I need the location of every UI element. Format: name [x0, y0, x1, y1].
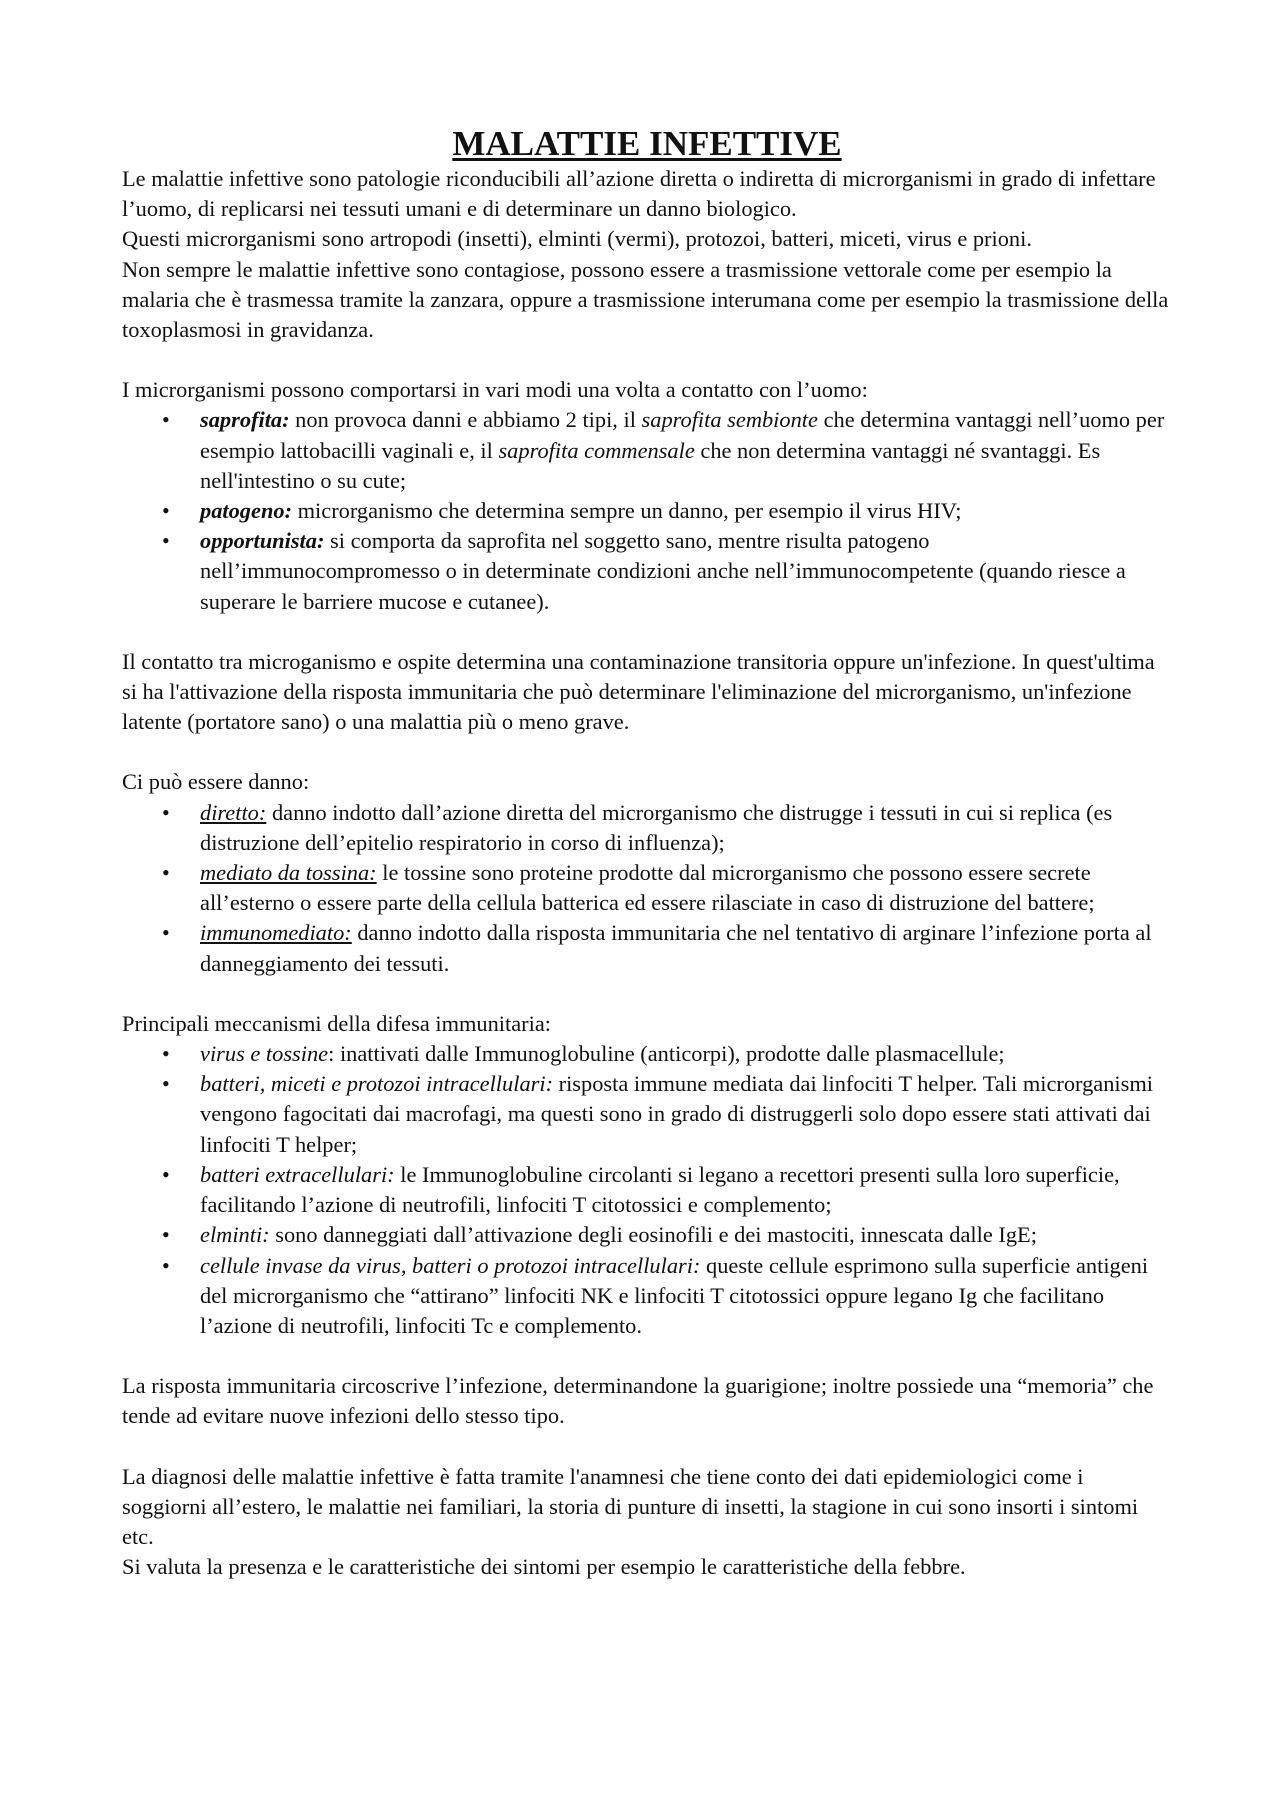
item-text: si comporta da saprofita nel soggetto sano, mentre risulta patogeno nell’immunocompromesso o in determinate condizioni anche nell’immunocompetente (quando riesce a superare le barriere mucose e cutanee). — [200, 528, 1126, 614]
item-text: le tossine sono proteine prodotte dal microrganismo che possono essere secrete all’esterno o essere parte della cellula batterica ed essere rilasciate in caso di distruzione del battere; — [200, 860, 1095, 916]
item-text: : inattivati dalle Immunoglobuline (anticorpi), prodotte dalle plasmacellule; — [328, 1041, 1005, 1067]
damage-lead: Ci può essere danno: — [122, 769, 310, 795]
memory-paragraph: La risposta immunitaria circoscrive l’infezione, determinandone la guarigione; inoltre possiede una “memoria” che tende ad evitare nuove infezioni dello stesso tipo. — [122, 1373, 1154, 1429]
term-cellule-invase: cellule invase da virus, batteri o protozoi intracellulari: — [200, 1252, 701, 1278]
item-text: danno indotto dall’azione diretta del microrganismo che distrugge i tessuti in cui si replica (es distruzione dell’epitelio respiratorio in corso di influenza); — [200, 799, 1113, 855]
list-item-saprofita — [122, 405, 1172, 496]
term-diretto: diretto: — [200, 799, 267, 825]
defense-lead: Principali meccanismi della difesa immunitaria: — [122, 1010, 552, 1036]
list-item-mediato-da-tossina — [122, 858, 1172, 918]
spacer — [122, 1432, 1172, 1462]
diagnosis-paragraph-1: La diagnosi delle malattie infettive è fatta tramite l'anamnesi che tiene conto dei dati epidemiologici come i soggiorni all’estero, le malattie nei familiari, la storia di punture di insetti, la stagione in cui sono insorti i sintomi etc. — [122, 1463, 1139, 1549]
damage-list — [122, 798, 1172, 979]
spacer — [122, 617, 1172, 647]
spacer — [122, 979, 1172, 1009]
item-text: microrganismo che determina sempre un danno, per esempio il virus HIV; — [292, 498, 962, 524]
term-patogeno: patogeno: — [200, 498, 293, 524]
defense-list — [122, 1039, 1172, 1341]
term-immunomediato: immunomediato: — [200, 920, 352, 946]
intro-paragraph-2: Questi microrganismi sono artropodi (insetti), elminti (vermi), protozoi, batteri, miceti, virus e prioni. — [122, 226, 1032, 252]
list-item-batteri-intracellulari — [122, 1069, 1172, 1160]
list-item-virus-e-tossine — [122, 1039, 1172, 1069]
item-text: sono danneggiati dall’attivazione degli eosinofili e dei mastociti, innescata dalle IgE; — [269, 1222, 1037, 1248]
term-saprofita: saprofita: — [200, 407, 290, 433]
diagnosis-paragraph-2: Si valuta la presenza e le caratteristiche dei sintomi per esempio le caratteristiche della febbre. — [122, 1554, 966, 1580]
spacer — [122, 1341, 1172, 1371]
item-text: risposta immune mediata dai linfociti T helper. Tali microrganismi vengono fagocitati dai macrofagi, ma questi sono in grado di distruggerli solo dopo essere stati attivati dai linfociti T helper; — [200, 1071, 1153, 1157]
item-text: danno indotto dalla risposta immunitaria che nel tentativo di arginare l’infezione porta al danneggiamento dei tessuti. — [200, 920, 1152, 976]
list-item-patogeno — [122, 496, 1172, 526]
term-saprofita-commensale: saprofita commensale — [498, 437, 695, 463]
term-virus-e-tossine: virus e tossine — [200, 1041, 329, 1067]
intro-paragraph-3: Non sempre le malattie infettive sono contagiose, possono essere a trasmissione vettorale come per esempio la malaria che è trasmessa tramite la zanzara, oppure a trasmissione interumana come per esempio la trasmissione della toxoplasmosi in gravidanza. — [122, 256, 1169, 343]
item-text: le Immunoglobuline circolanti si legano a recettori presenti sulla loro superficie, facilitando l’azione di neutrofili, linfociti T citotossici e complemento; — [200, 1161, 1120, 1218]
term-saprofita-sembionte: saprofita sembionte — [641, 407, 818, 433]
intro-paragraph-1: Le malattie infettive sono patologie riconducibili all’azione diretta o indiretta di microrganismi in grado di infettare l’uomo, di replicarsi nei tessuti umani e di determinare un danno biologico. — [122, 166, 1156, 222]
item-text: che non determina vantaggi né svantaggi. Es nell'intestino o su cute; — [200, 437, 1101, 493]
document-title: MALATTIE INFETTIVE — [452, 124, 842, 163]
spacer — [122, 345, 1172, 375]
list-item-cellule-invase — [122, 1251, 1172, 1342]
term-opportunista: opportunista: — [200, 528, 325, 554]
term-batteri-extracellulari: batteri extracellulari: — [200, 1161, 395, 1187]
item-text: non provoca danni e abbiamo 2 tipi, il — [289, 407, 642, 433]
term-mediato-da-tossina: mediato da tossina: — [200, 860, 377, 886]
list-item-opportunista — [122, 526, 1172, 617]
list-item-immunomediato — [122, 918, 1172, 978]
list-item-diretto — [122, 798, 1172, 858]
behaviour-list — [122, 405, 1172, 616]
behaviour-lead: I microrganismi possono comportarsi in vari modi una volta a contatto con l’uomo: — [122, 377, 868, 403]
list-item-batteri-extracellulari — [122, 1160, 1172, 1220]
item-text: queste cellule esprimono sulla superficie antigeni del microrganismo che “attirano” linfociti NK e linfociti T citotossici oppure legano Ig che facilitano l’azione di neutrofili, linfociti Tc e complemento. — [200, 1252, 1149, 1338]
list-item-elminti — [122, 1220, 1172, 1250]
contact-paragraph: Il contatto tra microganismo e ospite determina una contaminazione transitoria oppure un'infezione. In quest'ultima si ha l'attivazione della risposta immunitaria che può determinare l'eliminazione del microrganismo, un'infezione latente (portatore sano) o una malattia più o meno grave. — [122, 648, 1155, 735]
spacer — [122, 737, 1172, 767]
document-page — [122, 124, 1172, 1582]
term-elminti: elminti: — [200, 1222, 270, 1248]
item-text: che determina vantaggi nell’uomo per esempio lattobacilli vaginali e, il — [200, 407, 1165, 463]
term-batteri-intracellulari: batteri, miceti e protozoi intracellulari: — [200, 1071, 554, 1097]
